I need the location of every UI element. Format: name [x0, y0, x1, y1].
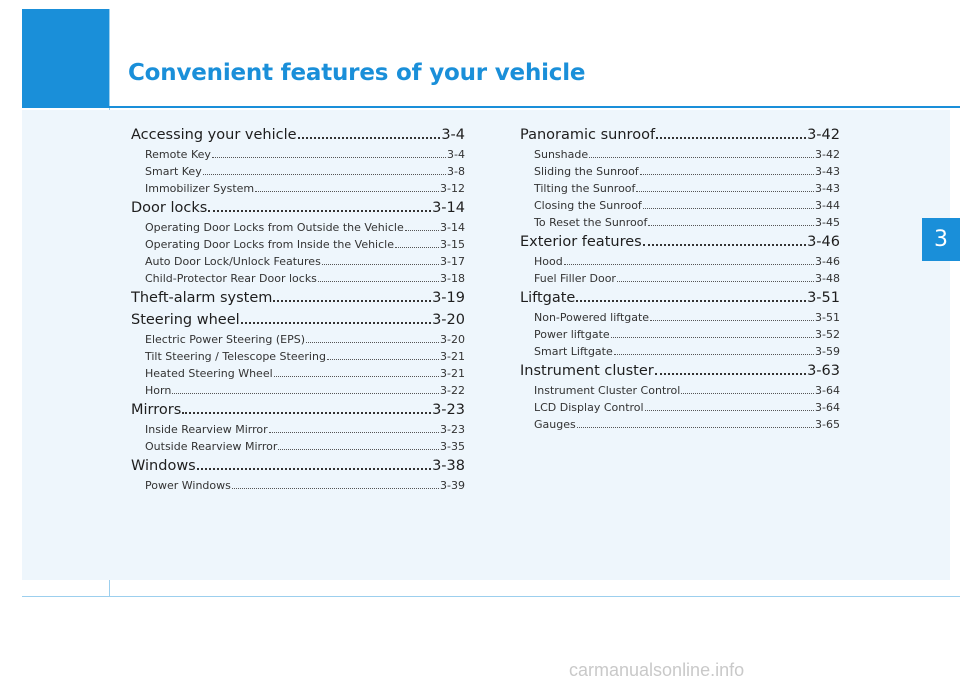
- toc-item-page: 3-59: [815, 345, 840, 358]
- toc-item-label: Instrument Cluster Control: [534, 384, 681, 397]
- dot-leader: [645, 401, 814, 411]
- toc-item-label: Sunshade: [534, 148, 589, 161]
- toc-item-page: 3-64: [815, 401, 840, 414]
- dot-leader: [203, 165, 446, 175]
- toc-section[interactable]: [131, 399, 465, 421]
- toc-item-page: 3-46: [815, 255, 840, 268]
- toc-item-page: 3-43: [815, 165, 840, 178]
- toc-left-column: [131, 124, 465, 494]
- toc-item-label: Immobilizer System: [145, 182, 255, 195]
- dot-leader: [318, 272, 439, 282]
- dot-leader: [241, 311, 431, 324]
- toc-section-label: Accessing your vehicle: [131, 127, 297, 143]
- toc-section-label: Exterior features: [520, 234, 642, 250]
- toc-section-page: 3-51: [807, 290, 840, 306]
- toc-item-page: 3-44: [815, 199, 840, 212]
- dot-leader: [656, 126, 806, 139]
- header-rule: [109, 106, 960, 108]
- toc-item[interactable]: [520, 326, 840, 343]
- dot-leader: [640, 165, 814, 175]
- toc-section[interactable]: [131, 287, 465, 309]
- toc-section-page: 3-14: [432, 200, 465, 216]
- dot-leader: [589, 148, 814, 158]
- toc-item[interactable]: [131, 438, 465, 455]
- toc-item-label: Child-Protector Rear Door locks: [145, 272, 317, 285]
- toc-item-label: Operating Door Locks from Outside the Vehicle: [145, 221, 404, 234]
- toc-item-page: 3-45: [815, 216, 840, 229]
- toc-section-label: Liftgate: [520, 290, 576, 306]
- toc-item-label: Operating Door Locks from Inside the Vehicle: [145, 238, 394, 251]
- toc-item-label: Non-Powered liftgate: [534, 311, 650, 324]
- toc-item-page: 3-52: [815, 328, 840, 341]
- toc-right-column: [520, 124, 840, 433]
- toc-section[interactable]: [520, 287, 840, 309]
- toc-item-label: Hood: [534, 255, 563, 268]
- dot-leader: [306, 333, 439, 343]
- toc-item-page: 3-4: [447, 148, 465, 161]
- toc-item[interactable]: [520, 270, 840, 287]
- toc-item[interactable]: [520, 416, 840, 433]
- dot-leader: [650, 311, 814, 321]
- toc-item[interactable]: [131, 219, 465, 236]
- dot-leader: [212, 148, 446, 158]
- toc-item-page: 3-43: [815, 182, 840, 195]
- toc-item[interactable]: [520, 309, 840, 326]
- dot-leader: [636, 182, 814, 192]
- page-title: Convenient features of your vehicle: [128, 60, 586, 86]
- toc-section-page: 3-63: [807, 363, 840, 379]
- dot-leader: [648, 216, 814, 226]
- toc-item-label: Gauges: [534, 418, 576, 431]
- dot-leader: [576, 289, 806, 302]
- toc-item-page: 3-23: [440, 423, 465, 436]
- toc-item-label: Power liftgate: [534, 328, 610, 341]
- toc-section-label: Steering wheel: [131, 312, 240, 328]
- toc-item-label: LCD Display Control: [534, 401, 644, 414]
- toc-section-label: Windows: [131, 458, 196, 474]
- toc-item-label: Smart Liftgate: [534, 345, 613, 358]
- dot-leader: [298, 126, 441, 139]
- toc-section[interactable]: [131, 309, 465, 331]
- toc-item-label: Tilt Steering / Telescope Steering: [145, 350, 326, 363]
- toc-item-label: Horn: [145, 384, 172, 397]
- toc-item-page: 3-18: [440, 272, 465, 285]
- toc-item[interactable]: [131, 331, 465, 348]
- dot-leader: [208, 199, 431, 212]
- toc-item[interactable]: [131, 146, 465, 163]
- dot-leader: [405, 221, 439, 231]
- toc-item-label: Outside Rearview Mirror: [145, 440, 278, 453]
- toc-item[interactable]: [131, 180, 465, 197]
- toc-item[interactable]: [131, 253, 465, 270]
- toc-item-label: Inside Rearview Mirror: [145, 423, 268, 436]
- toc-item-label: Sliding the Sunroof: [534, 165, 639, 178]
- toc-item-page: 3-65: [815, 418, 840, 431]
- dot-leader: [278, 440, 439, 450]
- toc-item-label: Tilting the Sunroof: [534, 182, 636, 195]
- toc-item[interactable]: [520, 197, 840, 214]
- toc-section[interactable]: [520, 360, 840, 382]
- toc-section-page: 3-42: [807, 127, 840, 143]
- dot-leader: [614, 345, 814, 355]
- toc-item-page: 3-14: [440, 221, 465, 234]
- dot-leader: [643, 233, 806, 246]
- dot-leader: [182, 401, 431, 414]
- dot-leader: [681, 384, 814, 394]
- toc-item[interactable]: [131, 270, 465, 287]
- chapter-tab[interactable]: 3: [922, 218, 960, 261]
- toc-section-label: Door locks: [131, 200, 208, 216]
- header-color-block: [22, 9, 109, 108]
- dot-leader: [617, 272, 814, 282]
- toc-item-page: 3-15: [440, 238, 465, 251]
- dot-leader: [197, 457, 431, 470]
- toc-item-page: 3-51: [815, 311, 840, 324]
- toc-item[interactable]: [520, 180, 840, 197]
- toc-item-label: Auto Door Lock/Unlock Features: [145, 255, 321, 268]
- toc-section[interactable]: [520, 124, 840, 146]
- dot-leader: [172, 384, 439, 394]
- toc-item-label: Power Windows: [145, 479, 231, 492]
- watermark: carmanualsonline.info: [569, 660, 745, 680]
- toc-item-page: 3-22: [440, 384, 465, 397]
- toc-section-page: 3-4: [441, 127, 465, 143]
- toc-section-page: 3-38: [432, 458, 465, 474]
- dot-leader: [395, 238, 439, 248]
- toc-section-page: 3-23: [432, 402, 465, 418]
- toc-section[interactable]: [131, 455, 465, 477]
- toc-item[interactable]: [131, 236, 465, 253]
- dot-leader: [322, 255, 439, 265]
- dot-leader: [274, 367, 439, 377]
- toc-item[interactable]: [520, 214, 840, 231]
- dot-leader: [643, 199, 814, 209]
- toc-section[interactable]: [520, 231, 840, 253]
- toc-item-page: 3-21: [440, 350, 465, 363]
- toc-item[interactable]: [520, 343, 840, 360]
- toc-item[interactable]: [131, 421, 465, 438]
- toc-item[interactable]: [520, 382, 840, 399]
- dot-leader: [577, 418, 814, 428]
- dot-leader: [255, 182, 439, 192]
- toc-item-page: 3-20: [440, 333, 465, 346]
- toc-item-label: Electric Power Steering (EPS): [145, 333, 306, 346]
- toc-item[interactable]: [131, 348, 465, 365]
- dot-leader: [269, 423, 439, 433]
- toc-section-label: Mirrors: [131, 402, 182, 418]
- toc-section-label: Panoramic sunroof: [520, 127, 656, 143]
- dot-leader: [232, 479, 439, 489]
- toc-item-page: 3-17: [440, 255, 465, 268]
- toc-section-page: 3-46: [807, 234, 840, 250]
- toc-section-label: Theft-alarm system: [131, 290, 273, 306]
- toc-item-label: To Reset the Sunroof: [534, 216, 648, 229]
- toc-item-page: 3-64: [815, 384, 840, 397]
- toc-item-page: 3-48: [815, 272, 840, 285]
- dot-leader: [327, 350, 439, 360]
- footer-rule: [22, 596, 960, 597]
- toc-item-label: Smart Key: [145, 165, 202, 178]
- toc-item-label: Heated Steering Wheel: [145, 367, 273, 380]
- toc-item-label: Fuel Filler Door: [534, 272, 616, 285]
- toc-item[interactable]: [520, 163, 840, 180]
- toc-item[interactable]: [520, 146, 840, 163]
- dot-leader: [611, 328, 814, 338]
- toc-item-page: 3-21: [440, 367, 465, 380]
- toc-section[interactable]: [131, 124, 465, 146]
- dot-leader: [564, 255, 814, 265]
- dot-leader: [273, 289, 431, 302]
- toc-item-page: 3-35: [440, 440, 465, 453]
- toc-item-page: 3-39: [440, 479, 465, 492]
- toc-item[interactable]: [520, 253, 840, 270]
- toc-item-label: Closing the Sunroof: [534, 199, 642, 212]
- toc-item-page: 3-8: [447, 165, 465, 178]
- toc-item[interactable]: [131, 163, 465, 180]
- toc-section[interactable]: [131, 197, 465, 219]
- toc-item-page: 3-42: [815, 148, 840, 161]
- toc-item-label: Remote Key: [145, 148, 211, 161]
- dot-leader: [655, 362, 806, 375]
- toc-item[interactable]: [131, 477, 465, 494]
- toc-item[interactable]: [131, 382, 465, 399]
- toc-section-page: 3-19: [432, 290, 465, 306]
- toc-item[interactable]: [520, 399, 840, 416]
- toc-item[interactable]: [131, 365, 465, 382]
- toc-section-page: 3-20: [432, 312, 465, 328]
- toc-item-page: 3-12: [440, 182, 465, 195]
- toc-section-label: Instrument cluster: [520, 363, 654, 379]
